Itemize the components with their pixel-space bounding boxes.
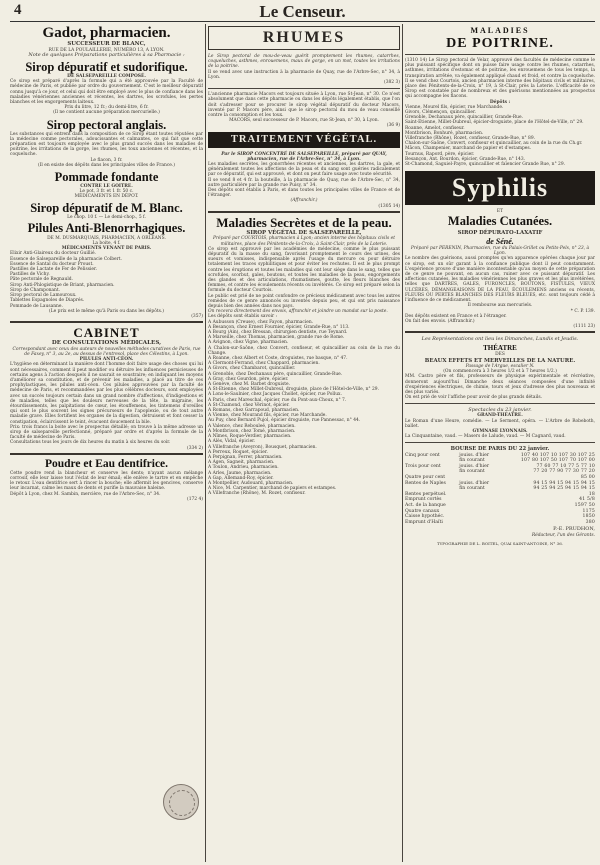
syphilis-rembours: Il rembourse aux mercuriels.: [467, 303, 533, 309]
column-divider-2: [402, 24, 403, 862]
cabinet-pilules: PILULES ANTI-CÉON.: [79, 357, 134, 363]
bourse-label: Rentes perpétuel.: [405, 491, 447, 497]
bourse-values: 1597 50: [574, 503, 595, 508]
syphilis-ref: (1111 23): [573, 324, 595, 330]
bourse-values: 107 80 107 50 107 70 107 00: [520, 458, 595, 464]
theatre-body-2: On est prié de voir l'affiche pour avoir de plus grands détails.: [405, 395, 542, 401]
poitrine-body: (1310 14) Le Sirop pectoral de Velar, approuvé des facultés de médecine comme le plus puissant spécifique dont on puisse faire usage contre les rhumes, catarrhes, asthmes, irritations d'estomac et de poitrine, les enrouemens de tous les temps, la transpiration arrêtée, va également appliqué chaud et froid, et contre la coqueluche. Il se vend chez Courtois, ancien pharmacien interne des hôpitaux civils et militaires, place des Pénitents-de-la-Croix, n° 19, à St-Clair, près la Loterie. L'efficacité de ce Sirop est constatée par de nombreux et des guérisons mentionnées au prospectus qui accompagne les flacons.: [405, 58, 595, 100]
bourse-label: Cinq pour cent: [405, 452, 440, 458]
divider: [405, 442, 595, 443]
sirop-sudorifique-sub: DE SALSEPAREILLE COMPOSÉ.: [67, 74, 146, 79]
poitrine-title: DE POITRINE.: [446, 36, 554, 51]
page-number: 4: [14, 2, 22, 18]
bourse-label: Quatre pour cent: [405, 475, 446, 481]
sirop-pectoral-title: Sirop pectoral anglais.: [46, 117, 167, 132]
depot-item: A Bourg (Ain), chez Bressan, chirurgien dentiste, rue Teynard.: [208, 330, 348, 336]
poudre-depot: Dépôt à Lyon, chez M. Sambin, mercière, rue de l'Arbre-Sec, n° 34.: [10, 491, 161, 497]
macors-body: L'ancienne pharmacie Macors est toujours située à Lyon, rue St-Jean, n° 30. Ce n'est absolument que dans cette pharmacie ou dans les dépôts légalement établis, que l'on doit s'adresser pour se procurer le sirop végétal dépuratif du docteur Macors, inventé par P. Macors père, ainsi que le sirop pectoral du mou de veau conseillé contre la consomption et les toux.: [208, 92, 400, 119]
sirop-sudorifique-price: Prix du litre, 12 fr.; du demi-litre, 6 fr.: [64, 105, 149, 111]
depot-item: A Arles, Jaume, pharmacien.: [208, 470, 272, 476]
printer-line: TYPOGRAPHIE DE L. BOITEL, QUAI SAINT-ANTOINE, N° 36.: [436, 540, 564, 546]
sirop-sudorifique-title: Sirop dépuratif et sudorifique.: [25, 59, 188, 74]
bourse-values: 1850: [582, 514, 595, 520]
bourse-values: 85 00: [580, 475, 595, 481]
bourse-table: [405, 453, 595, 526]
bourse-label: Caisse hypothéc.: [405, 514, 445, 520]
depot-item: A Chalon-sur-Saône, chez Convert, confiseur, et quincaillier au coin de la rue du Change.: [208, 345, 400, 356]
pommade-title: Pommade fondante: [54, 170, 159, 185]
syphilis-affranchir: On fait des envois. (Affranchir.): [405, 318, 475, 324]
cabinet-hours: Consultations tous les jours de dix heures du matin à six heures du soir.: [10, 440, 171, 446]
editor-role: Rédacteur, l'un des Gérants.: [531, 532, 595, 538]
pilules-price: La boite, 4 f.: [92, 241, 121, 247]
poitrine-depot: Montbrison, Bonhuré, pharmacien.: [405, 130, 484, 136]
pommade-sub: CONTRE LE GOITRE.: [80, 184, 133, 190]
poitrine-depot: Mâcon, Champenier, marchand de papier et d'estampes.: [405, 146, 532, 152]
bourse-label: Quatre canaux: [405, 508, 440, 514]
grand-theatre-programme: Le Roman d'une Heure, comédie. — Le Serment, opéra. — L'Arbre de Robeboth, ballet.: [405, 418, 595, 429]
divider: [405, 54, 595, 55]
traitement-ref: (1305 14): [378, 203, 400, 209]
rhumes-ref: (382 3): [384, 80, 400, 86]
bourse-values: 77 60 77 10 77 5 77 10: [536, 463, 595, 469]
traitement-price: Il se vend 8 et 4 fr. la bouteille, à la pharmacie de Quay, rue de l'Arbre-Sec, n° 34, autre particulière par la grande rue Puisy, n° 34.: [208, 177, 400, 188]
cabinet-desc: Correspondant avec ceux des auteurs de nouvelles méthodes curatives de Paris, rue de Faxey, n° 3, au 2e, au dessus de l'entresol, place des Célestins, à Lyon.: [12, 346, 201, 357]
maladies-sub: SIROP VÉGÉTAL DE SALSEPAREILLE,: [246, 229, 362, 236]
poitrine-depot: Grenoble, Dechanaux père, quincaillier, Grande-Rue.: [405, 115, 523, 121]
maladies-title: Maladies Secrètes et de la peau.: [216, 214, 392, 230]
sirop-pectoral-price: Le flacon, 3 fr.: [90, 157, 123, 163]
depot-item: A Aubusson (Creuse), chez Fayon, pharmacien.: [208, 319, 314, 325]
depot-item: A Agen, Sagneit, pharmacien.: [208, 460, 275, 466]
paris-note: (Le prix est le même qu'à Paris ou dans les dépôts.): [49, 308, 164, 314]
representations-note: Les Représentations ont lieu les Dimanches, Lundis et Jeudis.: [421, 336, 579, 343]
cabinet-sub: DE CONSULTATIONS MÉDICALES,: [51, 340, 162, 347]
poitrine-depot: Roanne, Amelot, confiseur.: [405, 125, 465, 131]
depot-item: A Gray, chez Gourdon, père, épicier.: [208, 376, 289, 382]
maladies-depots-head: Les dépôts sont établis savoir :: [208, 314, 277, 320]
poitrine-depot: Vienne, Mourel fils, épicier, rue Marchande.: [405, 104, 504, 110]
theatre-title: THÉATRE: [483, 344, 517, 353]
pilules-head: MÉDICAMENTS VENANT DE PARIS.: [61, 246, 152, 252]
divider: [405, 403, 595, 404]
paris-item: Elixir Anti-Glaireux du docteur Guillié.: [10, 251, 96, 257]
poitrine-depot: Tournus, Rapord, père, épicier.: [405, 151, 475, 157]
traitement-affranchir: (Affranchir.): [290, 198, 318, 204]
depot-item: A Perreux, Roquet, épicier.: [208, 449, 268, 455]
rhumes-body: Le Sirop pectoral de mou-de-veau guérit promptement les rhumes, catarrhes, coqueluches, asthmes, enrouemens, maux de gorge, en un mot, toutes les irritations de la poitrine.: [208, 54, 400, 70]
bourse-sub: jouiss. d'hier: [459, 452, 490, 458]
paris-item: Tablettes Espagnoles de Diaprés.: [10, 298, 85, 304]
paris-item: Essence de Salsepareille de la pharmacie Colbert.: [10, 256, 122, 262]
depot-item: A Villefranche (Rhône), M. Rozet, confiseur.: [208, 491, 306, 497]
poudre-body: Cette poudre rend la blancheur et conserve les dents; n'ayant aucun mélange corrosif, elle leur laisse tout l'éclat de leur émail; elle enlève le tartre et en empêche le retour. L'eau dentifrice sert à rincer la bouche; elle affermit les gencives, conserve leur incarnat, calme les maux de dents et purifie la mauvaise haleine.: [10, 470, 203, 492]
divider: [10, 321, 203, 323]
depot-item: A Nîmes, Roque-Verdier, pharmacien.: [208, 434, 292, 440]
poitrine-depot: Givors, Clémençon, quincaillier.: [405, 110, 477, 116]
bourse-values: 18: [588, 491, 595, 497]
syphilis-lead: Préparé par PERENIN, Pharmacien, rue du Palais-Grillet ou Petits-Pels, n° 23, à Lyon.: [410, 246, 590, 257]
depot-item: Au Puy, chez Bernard Pujol, épicier droguiste, rue Pannessac, n° 44.: [208, 418, 361, 424]
sirop-pectoral-body: Les substances qui entrent dans la composition de ce Sirop étant toutes réputées par la médecine comme pectorales, adoucissantes et calmantes, ce qui fait que cette préparation est toujours employée avec le plus grand succès dans les maladies de poitrine, les irritations de la gorge, les rhumes, les toux anciennes et récentes, et la coqueluche.: [10, 131, 203, 158]
depot-item: A St-Etienne, chez Millet-Dubreul, droguiste, place de l'Hôtel-de-Ville, n° 29.: [208, 387, 379, 393]
depot-item: A Besançon, chez Ernest Fournier, épicier, Grande-Rue, n° 113.: [208, 324, 350, 330]
theatre-des: DES: [495, 352, 505, 358]
maladies-lead: Préparé par COURTOIS, pharmacien à Lyon; ancien interne des hôpitaux civils et militaires, place des Pénitents-de-la-Croix, à Saint-Clair, près de la Loterie.: [212, 236, 396, 247]
blanc-title: Sirop dépuratif de M. Blanc.: [30, 200, 183, 215]
maladies-envoi: On recevra directement des envois, affranchir et joindre un mandat sur la poste.: [208, 309, 388, 315]
depot-item: A Vienne, chez Mourand fils, épicier, rue Marchande.: [208, 413, 327, 419]
depot-item: A Clermont-Ferrand, chez Chappard, pharmacien.: [208, 361, 320, 367]
depot-item: A Montbrison, chez Tomé, pharmacien.: [208, 428, 296, 434]
column-3: [405, 24, 595, 864]
bourse-sub: fin courant: [459, 486, 485, 492]
pilules-title: Pilules Anti-Blenorrhagiques.: [27, 221, 186, 236]
divider: [405, 331, 595, 333]
depot-item: A Perpignan, Ferrer, pharmacien.: [208, 454, 283, 460]
column-2: [208, 24, 400, 864]
sirop-sudorifique-body: Ce sirop est préparé d'après la formule qui a été approuvée par la Faculté de médecine de Paris, et publiée par ordre du gouvernement. C'est le meilleur dépuratif connu jusqu'à ce jour, et celui qui doit être employé avec le plus de confiance dans les maladies vénériennes anciennes et récentes, les dartres, les scrofules, les pertes blanches et les engorgements laiteux.: [10, 79, 203, 106]
masthead: [10, 2, 595, 22]
paris-item: Pastilles de Lactate de Fer de Pelissier.: [10, 267, 97, 273]
editor-name: P.-E. PRUDHON,: [553, 526, 595, 533]
paris-ref: (357): [191, 313, 203, 319]
depot-item: A Gap, Allemand-Roy, épicier.: [208, 475, 274, 481]
depot-item: A Marseille, chez Thomas, pharmacien, grande rue de Rome.: [208, 335, 345, 341]
grand-theatre: GRAND-THÉATRE.: [477, 413, 523, 419]
bourse-values: 380: [585, 519, 595, 525]
bourse-values: 77 20 77 90 77 30 77 20: [533, 469, 595, 475]
depot-item: A Givors, chez Chambarot, quincaillier.: [208, 366, 296, 372]
paris-item: Sirop pectoral de Lamouroux.: [10, 293, 77, 299]
depot-item: A Nice, M. Carpentier, marchand de papiers et estampes.: [208, 486, 337, 492]
bourse-title: BOURSE DE PARIS DU 22 janvier.: [450, 446, 550, 453]
poudre-ref: (172 4): [187, 496, 203, 502]
bourse-sub: jouiss. d'hier: [459, 480, 490, 486]
pilules-author: DE M. DUSMARQUAIS, PHARMACIEN, A ORLÉANS.: [47, 235, 166, 241]
depot-item: A Paris, chez Mareschal, épicier, rue du Pont-aux-Choux, n° 7.: [208, 397, 347, 403]
bourse-values: 41 5/8: [579, 497, 595, 503]
syphilis-body: Le nombre des guérisons, aussi promptes qu'en apparence opérées chaque jour par ce sirop, est un sûr garant à la confiance publique dont il peut constamment. L'expérience prouve d'une manière incontestable qu'au moyen de cette préparation de ce genre ne pouvant, en aucun cas, ruiner avec ce puissant dépuratif. Les affections cutanées, les maladies vénériennes les plus graves et les plus invétérées, telles que DARTRES, GALES, FURONCLES, BOUTONS, FISTULES, VIEUX ULCÈRES, DÉMANGEAISONS DE LA PEAU, ÉCOULEMENS anciens ou récents, FLEURS OU PERTES BLANCHES DES FLEURS BLEUES, etc. sont toujours cédé à l'influence de ce médicament.: [405, 256, 595, 304]
traitement-body: Les maladies secrètes, les gonorrhées récentes et anciennes, les dartres, la gale, et généralement toutes les affections de la peau et du sang sont guéries radicalement par ce dépuratif, qui est approuvé, et dont on peut faire usage avec toute sécurité.: [208, 162, 400, 178]
divider: [208, 211, 400, 213]
paris-item: Pastilles de Vichy.: [10, 272, 50, 278]
column-1: [10, 24, 203, 864]
depot-item: A Avignon, chez Vigne, pharmacien.: [208, 340, 289, 346]
paris-item: Pommade de Lausanne.: [10, 303, 63, 309]
bourse-sub: fin courant: [459, 469, 485, 475]
gadot-successor: SUCCESSEUR DE BLANC,: [67, 41, 146, 47]
ink-stamp: [163, 784, 199, 820]
rhumes-depot: Il se vend avec une instruction à la pharmacie de Quay, rue de l'Arbre-Sec, n° 34, à Lyon.: [208, 69, 400, 80]
depot-item: A Toulon, Andrieu, pharmacien.: [208, 465, 279, 471]
cabinet-title: CABINET: [73, 325, 140, 341]
gadot-note: Note de quelques Préparations particulières à sa Pharmacie :: [28, 51, 185, 58]
depot-item: A Genève, chez M. Barbet droguiste.: [208, 382, 290, 388]
gadot-address: RUE DE LA POULAILLERIE, NUMÉRO 13, A LYON.: [48, 47, 165, 53]
paris-item: Sirop Anti-Phlogistique de Briant, pharmacien.: [10, 282, 115, 288]
maladies-body-2: Le public est prié de ne point confondre ce précieux médicament avec tous les autres remèdes de ce genre annoncés ou inventés depuis peu, et qui ont pris naissance depuis bien des années dans nos pays.: [208, 293, 400, 310]
syphilis-cp: * C. P. 139.: [570, 308, 595, 314]
poitrine-depot: Besançon, Ant. Bourdon, épicier, Grande-Rue, n° 143.: [405, 156, 526, 162]
bourse-label: Trois pour cent: [405, 463, 441, 469]
depot-item: A Villefranche (Aveyron), Bousquet, pharmacien.: [208, 444, 317, 450]
sirop-pectoral-note: (Il en existe des dépôts dans les principales villes de France.): [37, 162, 176, 168]
gymnase-programme: La Cinquantaine, vaud. — Masers de Lalude, vaud. — M Cagnard, vaud.: [405, 434, 566, 440]
bourse-values: 107 40 107 10 107 30 107 25: [520, 452, 595, 458]
paris-item: Essence de Santal du docteur Proust.: [10, 261, 94, 267]
syphilis-title-2: Maladies Cutanées.: [447, 214, 553, 229]
syphilis-de-sene: de Séné.: [486, 237, 514, 247]
bourse-label: Rentes de Naples: [405, 480, 446, 486]
divider: [10, 453, 203, 455]
bourse-label: Emprunt d'Haïti: [405, 519, 443, 525]
depot-item: A Alès, Vidal, épicier.: [208, 439, 256, 445]
medicaments-head: MÉDICAMENTS EN DÉPOT.: [74, 194, 139, 200]
column-divider-1: [205, 24, 206, 862]
depot-item: A Montpellier, Audouard, pharmacien.: [208, 480, 294, 486]
gymnase: GYMNASE LYONNAIS.: [472, 429, 528, 435]
bourse-values: 94 25 94 25 94 15 94 15: [533, 486, 595, 492]
poitrine-depot: Saint-Etienne, Millet-Dubreul, épicier-droguiste, place de l'Hôtel-de-Ville, n° 29.: [405, 120, 584, 126]
syphilis-et: ET: [496, 209, 504, 215]
depot-item: A Grenoble, chez Dechanaux père, quincaillier, Grande-Rue.: [208, 371, 343, 377]
poitrine-depot: Villefranche (Rhône), Rozet, confiseur, Grande-Rue, n° 89.: [405, 136, 536, 142]
theatre-body: MM. Castro père et fils, professeurs de physique expérimentale et récréative, donneront aujourd'hui Dimanche deux séances composées d'une infinité d'expériences électriques, de chimie, tours et jeux d'adresse des plus nouveaux et des plus variés.: [405, 374, 595, 396]
theatre-times: (On commencera à 3 heures 1/2 et à 7 heures 1/2.): [443, 369, 557, 375]
macors-signature: MACORS, seul successeur de P. Macors, rue St-Jean, n° 30, à Lyon.: [229, 118, 379, 124]
syphilis-sirop: SIROP DÉPURATO-LAXATIF: [457, 230, 543, 237]
poitrine-pre: MALADIES: [470, 26, 530, 35]
sirop-sudorifique-note: (Il ne contient aucune préparation mercurielle.): [53, 110, 160, 116]
poudre-title: Poudre et Eau dentifrice.: [44, 457, 169, 470]
paris-item: Sirop de Champonant.: [10, 287, 61, 293]
spectacles-head: Spectacles du 23 janvier.: [468, 407, 532, 414]
traitement-title: TRAITEMENT VÉGÉTAL.: [208, 132, 400, 148]
pommade-price: Le pot, 3 fr. et 1 fr. 50 c.: [79, 189, 134, 195]
bourse-label: Emprunt cortès: [405, 497, 442, 503]
depot-item: A Romans, chez Garrapoud, pharmacien.: [208, 408, 300, 414]
depot-item: A Roanne, chez Albert et Coste, droguistes, rue basque, n° 47.: [208, 356, 348, 362]
depot-item: A Lons-le-Saulnier, chez Jacques Chollet, épicier, rue Pollux.: [208, 392, 342, 398]
paris-item: Pâte pectorale de Regnauld.: [10, 277, 73, 283]
cabinet-body-2: Prix: trois francs la boite avec le prospectus détaillé; on trouve à la même adresse un sirop de salsepareille perfectionné, préparé par ordre et d'après la formule de la faculté de médecine de Paris.: [10, 424, 203, 441]
macors-ref: (36 9): [386, 123, 400, 129]
newspaper-title: Le Censeur.: [259, 2, 346, 21]
bourse-sub: jouiss. d'hier: [459, 463, 490, 469]
depot-item: A Valence, chez Rebouleé, pharmacien.: [208, 423, 296, 429]
traitement-depots: Des dépôts sont établis à Paris, et dans toutes les principales villes de France et de l'étranger.: [208, 188, 400, 199]
rhumes-title: RHUMES: [208, 26, 400, 50]
bourse-values: 1175: [582, 508, 595, 514]
theatre-passage: Passage de l'Argue, escalier N.: [465, 364, 535, 370]
gadot-title: Gadot, pharmacien.: [42, 25, 171, 41]
maladies-body: Ce sirop est approuvé par les académies de médecine, comme le plus puissant dépuratif du la masse du sang, favorisant promptement le cours des urines, des sueurs et vomisses, indispensable après l'usage du mercure ou pour détruire totalement les traces syphilitiques et pour éviter les rechutes. Il est le plus prompt contre les éruptions et toutes les maladies qui ont leur siège dans le sang, telles que scrofules, scorbut, gales, boutons, et toutes les maladies de la peau, engorgements des glandes et des articulations, rhumatismes, goutte, les fleurs blanches des femmes, et contre les écoulements récents ou invétérés. Ce sirop est préparé selon la formule du docteur Courtois.: [208, 246, 400, 294]
traitement-lead: Par le SIROP CONCENTRÉ DE SALSEPAREILLE, préparé par QUAY, pharmacien, rue de l'Arbre-Sec, n° 34, à Lyon.: [221, 151, 387, 162]
cabinet-body: L'hygiène en déterminant la manière dont l'homme doit faire usage des choses qui lui sont nécessaires, comment il peut modifier ou détruire les influences pernicieuses de certains agens à l'action desquels il ne saurait se soustraire; en indiquant les moyens d'améliorer sa constitution, et de prévenir les maladies, a placé au titre de ces prophylactiques, les pilules anti-céon. Ces pilules approuvées par la faculté de médecine de Paris, et recommandées par les plus célèbres docteurs, sont employées avec un succès toujours certain dans un grand nombre d'affections, d'indigestions et de maladies, telles que les douleurs nerveuses de la tête, la migraine, les étourdissements, les palpitations de cœur, les étouffemens, les tintemens d'oreilles qui sont le plus souvent les signes précurseurs de l'apoplexie, ou de tout autre maladie grave. Elles fortifient les organes de la digestion, détruisent et font cesser la constipation, éclaircissent le teint, évacuent doucement la bile.: [10, 362, 203, 425]
bourse-sub: fin courant: [459, 458, 485, 464]
depot-item: A St-Chamond, chez Vérinot, épicier.: [208, 402, 290, 408]
cabinet-ref: (334 2): [187, 445, 203, 451]
blanc-price: Le chop. 10 f. — Le demi-chop., 5 f.: [67, 215, 146, 221]
theatre-show: BEAUX EFFETS ET MERVEILLES DE LA NATURE.: [424, 357, 576, 364]
bourse-label: Act. de la banque: [405, 503, 446, 508]
divider: [208, 88, 400, 89]
poitrine-depot: Chalon-sur-Saône, Convert, confiseur et quincaillier, au coin de la rue du Ch.gr.: [405, 141, 583, 147]
syphilis-depots: Des dépôts existent en France et à l'étranger.: [405, 313, 507, 319]
poitrine-depots-head: Dépôts :: [489, 99, 511, 105]
syphilis-title: Syphilis: [405, 171, 595, 205]
poitrine-depot: St-Chamond, Saguiel-Payre, quincaillier et faïencier Grande Rue, n° 29.: [405, 162, 566, 168]
bourse-values: 94 15 94 15 94 15 94 15: [533, 480, 595, 486]
